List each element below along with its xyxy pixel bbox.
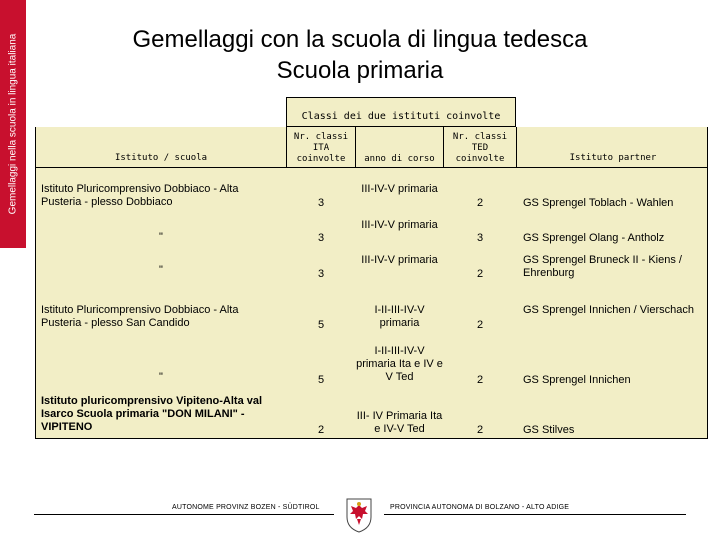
row-3-nr-ted: 2 [476,268,484,280]
footer-left: AUTONOME PROVINZ BOZEN - SÜDTIROL [172,504,320,511]
footer-rule-right [384,514,686,515]
row-3-nr-ita: 3 [317,268,325,280]
row-2-anno: III-IV-V primaria [361,219,438,231]
row-1-nr-ted: 2 [476,197,484,209]
header-separator [36,167,707,168]
row-4-nr-ita: 5 [317,319,325,331]
row-4-istituto: Istituto Pluricomprensivo Dobbiaco - Alta Pusteria - plesso San Candido [41,304,239,329]
eagle-crest-icon [344,497,374,533]
header-nr-ita: Nr. classi ITA coinvolte [293,132,349,164]
header-divider [286,127,287,167]
group-header: Classi dei due istituti coinvolte [286,97,516,127]
footer-right: PROVINCIA AUTONOMA DI BOLZANO - ALTO ADIGE [390,504,570,511]
row-5-anno: I-II-III-IV-V primaria Ita e IV e V Ted [356,345,443,383]
row-5-partner: GS Sprengel Innichen [523,374,631,386]
sidebar-banner [0,0,26,248]
header-divider [516,127,517,167]
row-3-istituto: " [159,264,163,276]
row-1-partner: GS Sprengel Toblach - Wahlen [523,197,674,209]
row-6-nr-ted: 2 [476,424,484,436]
row-6-istituto: Istituto pluricomprensivo Vipiteno-Alta val Isarco Scuola primaria "DON MILANI" - VIPITENO [41,395,263,433]
row-6-nr-ita: 2 [317,424,325,436]
row-2-nr-ted: 3 [476,232,484,244]
row-5-istituto: " [159,371,163,383]
page-title [60,24,660,86]
title-line-1: Gemellaggi con la scuola di lingua tedesca [132,26,588,53]
header-istituto: Istituto / scuola [114,153,208,163]
row-2-istituto: " [159,231,163,243]
row-5-nr-ted: 2 [476,374,484,386]
row-1-istituto: Istituto Pluricomprensivo Dobbiaco - Alta Pusteria - plesso Dobbiaco [41,183,239,208]
sidebar-label: Gemellaggi nella scuola in lingua italiana [7,33,19,215]
header-partner: Istituto partner [569,153,657,163]
row-6-partner: GS Stilves [523,424,575,436]
row-6-anno: III- IV Primaria Ita e IV-V Ted [356,410,443,435]
row-3-anno: III-IV-V primaria [361,254,438,266]
header-nr-ted: Nr. classi TED coinvolte [452,132,508,164]
header-divider [443,127,444,167]
row-3-partner: GS Sprengel Bruneck II - Kiens / Ehrenburg [523,254,682,279]
row-4-partner: GS Sprengel Innichen / Vierschach [523,304,695,316]
row-1-anno: III-IV-V primaria [361,183,438,195]
header-anno: anno di corso [364,154,435,164]
row-5-nr-ita: 5 [317,374,325,386]
title-line-2: Scuola primaria [276,57,444,84]
row-2-nr-ita: 3 [317,232,325,244]
row-2-partner: GS Sprengel Olang - Antholz [523,232,665,244]
row-1-nr-ita: 3 [317,197,325,209]
row-4-anno: I-II-III-IV-V primaria [374,304,425,329]
twinning-table [35,127,708,439]
row-4-nr-ted: 2 [476,319,484,331]
footer-rule-left [34,514,334,515]
